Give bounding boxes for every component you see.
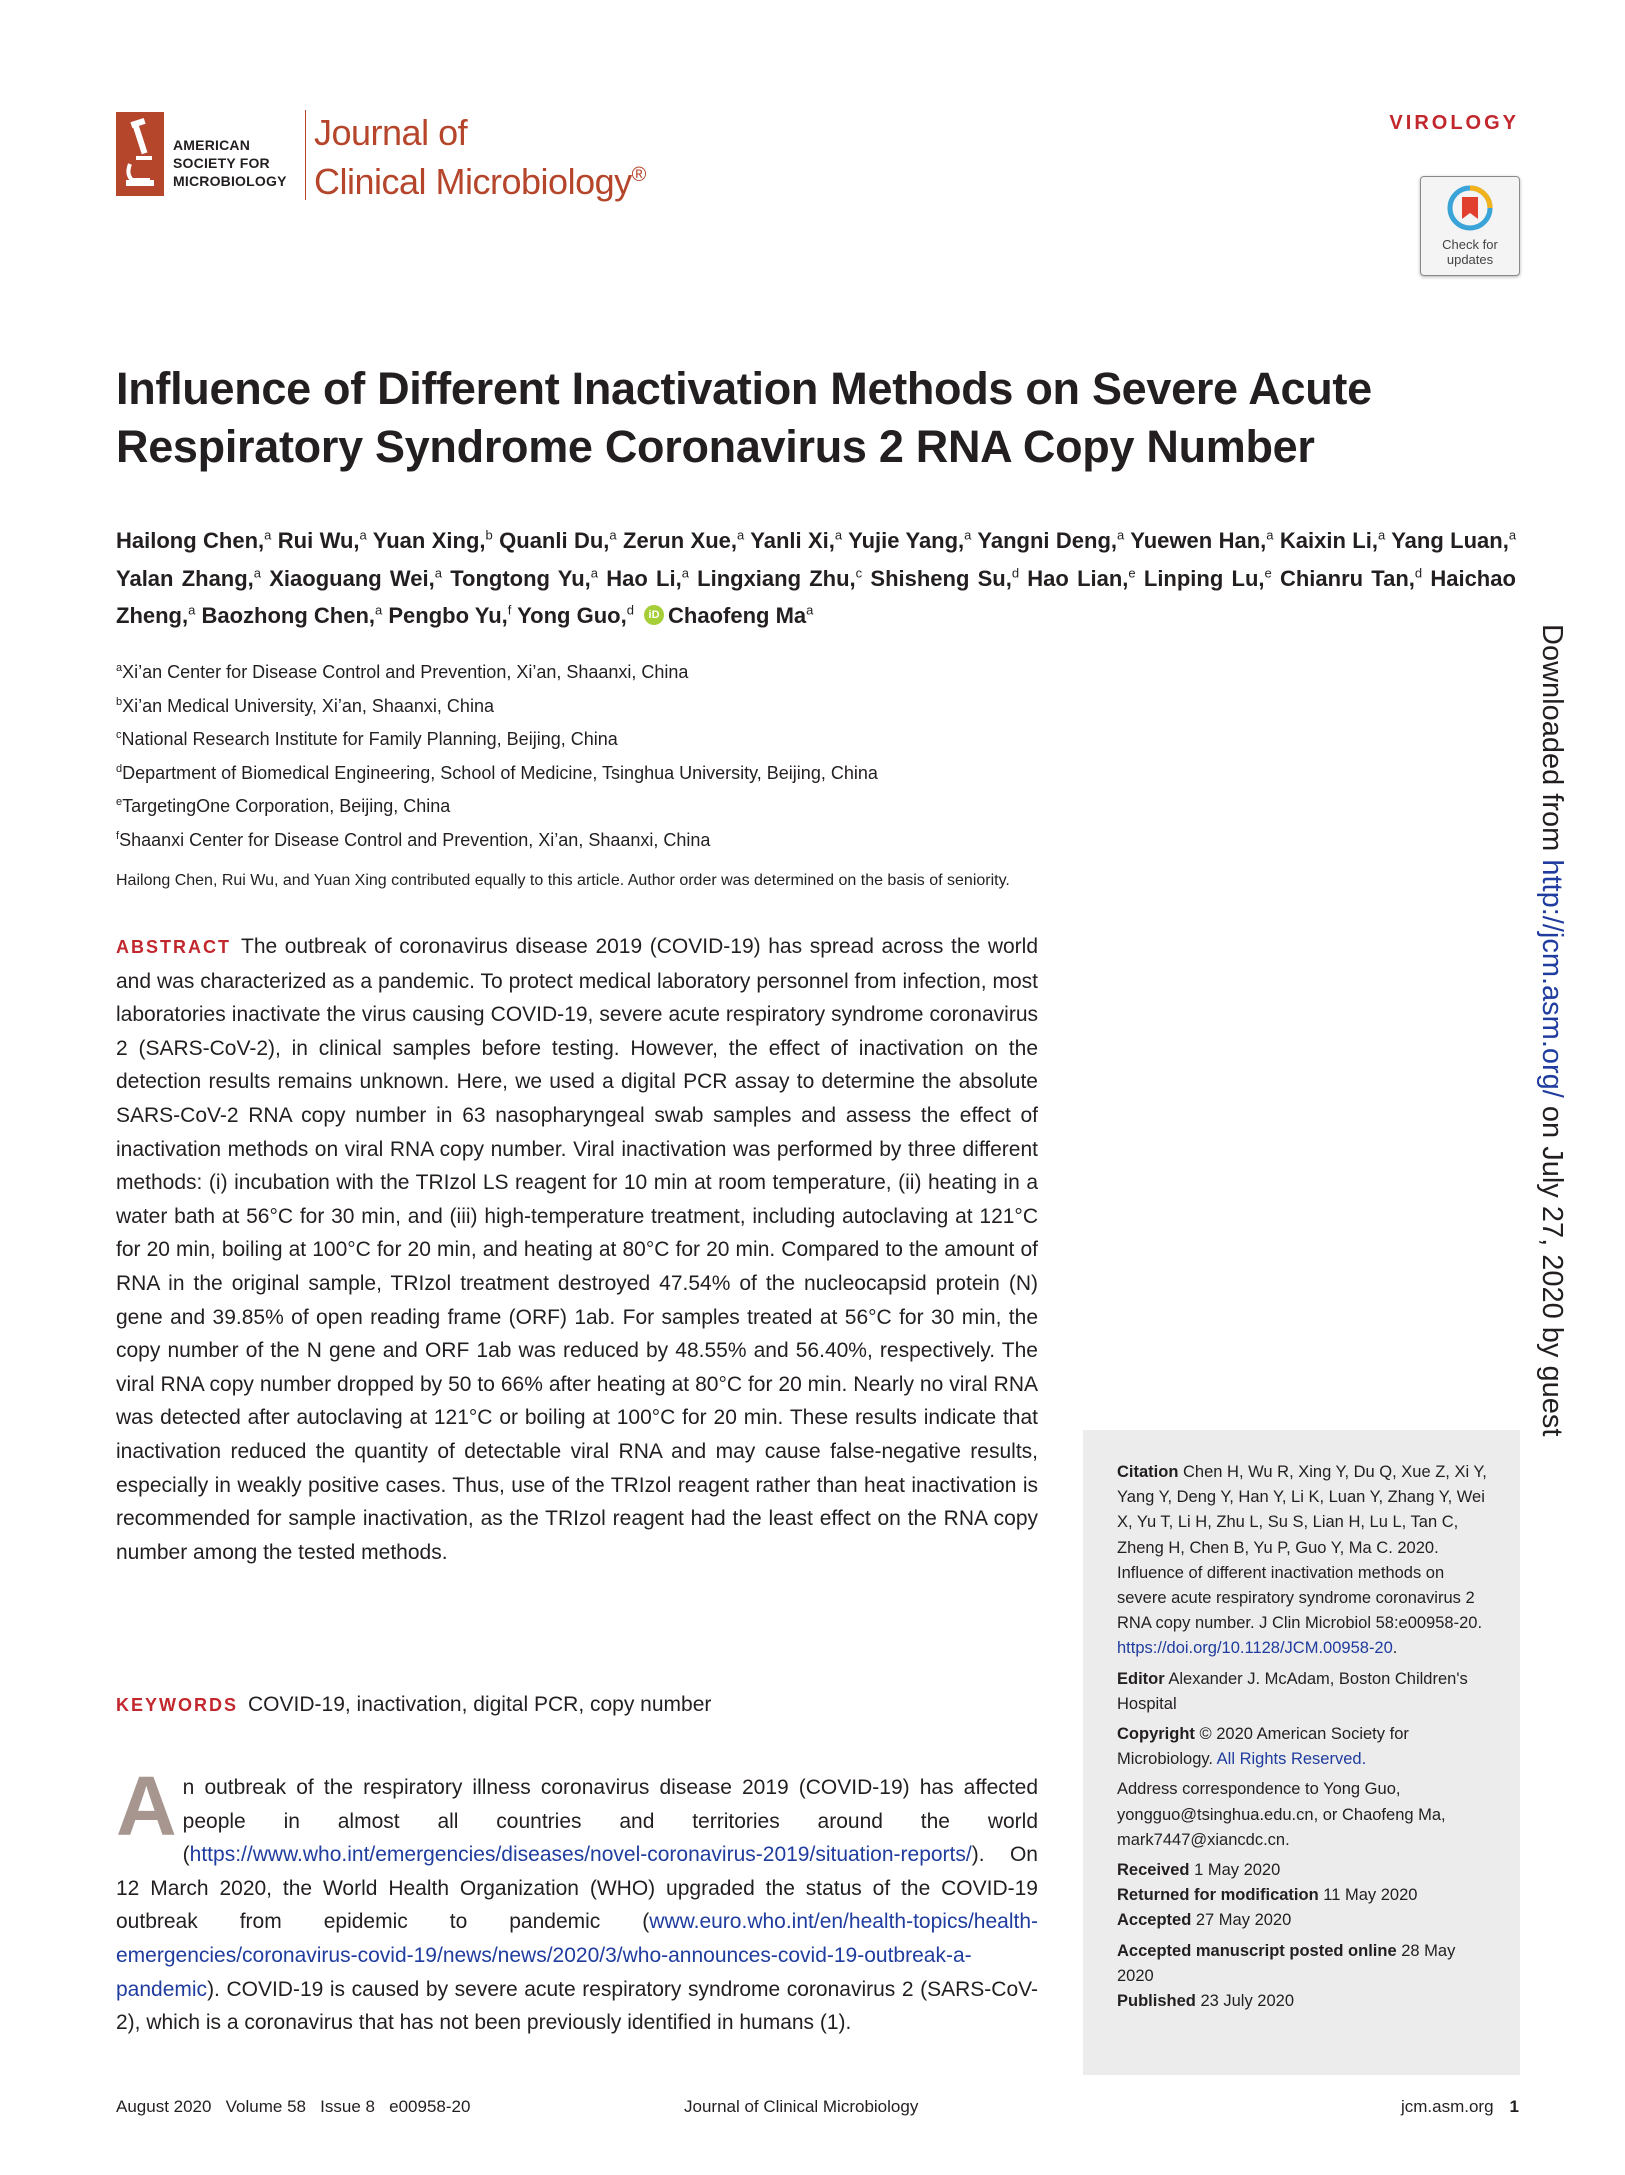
- citation-end: .: [1392, 1639, 1398, 1658]
- intro-text: ). On 12 March 2020, the World Health Organization (WHO) upgraded the status of the COVID-19 outbreak from epidemic to pandemic (: [116, 1843, 1038, 1934]
- keywords-text: COVID-19, inactivation, digital PCR, copy number: [248, 1693, 712, 1716]
- author-affiliation-mark: a: [1117, 528, 1125, 543]
- author: [1130, 528, 1273, 553]
- editor-text: Alexander J. McAdam, Boston Children's Hospital: [1117, 1669, 1468, 1713]
- author: [116, 528, 271, 553]
- received-line: [1117, 1858, 1495, 1883]
- author-name: Yujie Yang,: [848, 528, 965, 554]
- author-affiliation-mark: b: [485, 528, 493, 543]
- keywords-label: KEYWORDS: [116, 1695, 239, 1715]
- author-name: Yang Luan,: [1391, 528, 1509, 554]
- download-suffix: on July 27, 2020 by guest: [1536, 1097, 1568, 1437]
- author-affiliation-mark: a: [806, 602, 814, 618]
- published-line: [1117, 1989, 1495, 2014]
- author: [450, 566, 598, 591]
- author-affiliation-mark: a: [359, 528, 367, 543]
- author-name: Kaixin Li,: [1279, 528, 1378, 554]
- author-name: Yuan Xing,: [372, 528, 486, 554]
- affiliation-key: d: [116, 762, 123, 775]
- author-affiliation-mark: a: [590, 565, 599, 581]
- author: [278, 528, 367, 553]
- author-name: Yanli Xi,: [750, 528, 835, 554]
- author: [848, 528, 971, 553]
- abstract: [116, 930, 1038, 1569]
- asm-logo: [116, 112, 164, 196]
- author-affiliation-mark: a: [834, 528, 843, 543]
- author: [1280, 528, 1385, 553]
- abstract-text: The outbreak of coronavirus disease 2019 (COVID-19) has spread across the world and was characterized as a pandemic. To protect medical laboratory personnel from infection, most laboratories inactivate the virus causing COVID-19, severe acute respiratory syndrome coronavirus 2 (SARS-CoV-2), in clinical samples before testing. However, the effect of inactivation on the detection results remains unknown. Here, we used a digital PCR assay to determine the absolute SARS-CoV-2 RNA copy number in 63 nasopharyngeal swab samples and assess the effect of inactivation methods on viral RNA copy number. Viral inactivation was performed by three different methods: (i) incubation with the TRIzol LS reagent for 10 min at room temperature, (ii) heating in a water bath at 56°C for 30 min, and (iii) high-temperature treatment, including autoclaving at 121°C for 20 min, boiling at 100°C for 20 min, and heating at 80°C for 20 min. Compared to the amount of RNA in the original sample, TRIzol treatment destroyed 47.54% of the nucleocapsid protein (N) gene and 39.85% of open reading frame (ORF) 1ab. For samples treated at 56°C for 30 min, the copy number of the N gene and ORF 1ab was reduced by 48.55% and 56.40%, respectively. The viral RNA copy number dropped by 50 to 66% after heating at 80°C for 20 min. Nearly no viral RNA was detected after autoclaving at 121°C or boiling at 100°C for 20 min. These results indicate that inactivation reduced the quantity of detectable viral RNA and may cause false-negative results, especially in weakly positive cases. Thus, use of the TRIzol reagent rather than heat inactivation is recommended for sample inactivation, as the TRIzol reagent had the least effect on the RNA copy number among the tested methods.: [116, 935, 1038, 1564]
- posted-date: 28 May 2020: [1117, 1941, 1456, 1985]
- author-affiliation-mark: d: [1011, 565, 1020, 581]
- author: [640, 603, 813, 628]
- author-affiliation-mark: a: [681, 565, 689, 581]
- affiliation: [116, 652, 1116, 686]
- accepted-line: [1117, 1908, 1495, 1933]
- author-name: Zerun Xue,: [623, 528, 738, 554]
- author: [499, 528, 617, 553]
- section-label: VIROLOGY: [1389, 112, 1519, 134]
- author-name: Haichao Zheng,: [116, 565, 1516, 628]
- rights-link[interactable]: All Rights Reserved.: [1216, 1750, 1367, 1769]
- published-date: 23 July 2020: [1200, 1992, 1295, 2011]
- author: [606, 566, 689, 591]
- copyright-text: © 2020 American Society for Microbiology.: [1117, 1725, 1409, 1769]
- author-affiliation-mark: a: [1508, 528, 1517, 543]
- footer-journal: Journal of Clinical Microbiology: [684, 2097, 919, 2116]
- author-list: [116, 520, 1516, 632]
- abstract-label: ABSTRACT: [116, 937, 231, 957]
- accepted-label: Accepted: [1117, 1911, 1192, 1930]
- article-title: [116, 360, 1516, 476]
- author-affiliation-mark: a: [188, 602, 196, 618]
- author-affiliation-mark: a: [264, 528, 272, 543]
- article-info-sidebar: [1083, 1430, 1520, 2075]
- author: [1027, 566, 1135, 591]
- society-line: SOCIETY FOR: [173, 155, 270, 171]
- affiliation-key: a: [116, 662, 123, 674]
- author-name: Shisheng Su,: [870, 565, 1012, 591]
- author-name: Hao Li,: [606, 565, 682, 591]
- editor-block: [1117, 1667, 1495, 1717]
- author-name: Linping Lu,: [1143, 565, 1265, 591]
- journal-name-line1: Journal of: [314, 112, 468, 153]
- author: [269, 566, 442, 591]
- author-affiliation-mark: d: [626, 602, 634, 618]
- returned-line: [1117, 1883, 1495, 1908]
- author-affiliation-mark: a: [434, 565, 442, 581]
- affiliation-text: Xi’an Medical University, Xi’an, Shaanxi, China: [122, 695, 494, 716]
- journal-name-line2: Clinical Microbiology: [314, 161, 632, 202]
- intro-text: ). COVID-19 is caused by severe acute respiratory syndrome coronavirus 2 (SARS-CoV-2), which is a coronavirus that has not been previously identified in humans (1).: [116, 1977, 1038, 2035]
- author: [517, 603, 634, 628]
- affiliation-text: Department of Biomedical Engineering, School of Medicine, Tsinghua University, Beijing, China: [122, 762, 878, 783]
- footer-site: jcm.asm.org: [1400, 2097, 1494, 2116]
- who-pandemic-announcement-link[interactable]: www.euro.who.int/en/health-topics/health-emergencies/coronavirus-covid-19/news/news/2020/3/who-announces-covid-19-outbreak-a-pandemic: [116, 1910, 1038, 2001]
- logo-divider: [305, 110, 306, 200]
- intro-paragraph: [116, 1759, 1038, 2040]
- posted-label: Accepted manuscript posted online: [1117, 1941, 1397, 1960]
- orcid-icon[interactable]: iD: [644, 605, 664, 625]
- author-affiliation-mark: e: [1128, 565, 1136, 581]
- author-name: Quanli Du,: [499, 528, 610, 554]
- author: [1144, 566, 1272, 591]
- author-affiliation-mark: e: [1264, 565, 1272, 581]
- author-affiliation-mark: a: [1266, 528, 1274, 543]
- footer-issue: August 2020 Volume 58 Issue 8 e00958-20: [116, 2097, 471, 2116]
- citation-text: Chen H, Wu R, Xing Y, Du Q, Xue Z, Xi Y, Yang Y, Deng Y, Han Y, Li K, Luan Y, Zhang Y, Wei X, Yu T, Li H, Zhu L, Su S, Lian H, Lu L, Tan C, Zheng H, Chen B, Yu P, Guo Y, Ma C. 2020. Influence of different inactivation methods on severe acute respiratory syndrome coronavirus 2 RNA copy number. J Clin Microbiol 58:e00958-20.: [1117, 1463, 1487, 1633]
- affiliation-key: b: [116, 695, 123, 708]
- check-updates-label: [1421, 237, 1519, 267]
- microscope-icon: [116, 112, 164, 196]
- author: [116, 566, 261, 591]
- check-updates-line: updates: [1446, 252, 1494, 267]
- doi-link[interactable]: https://doi.org/10.1128/JCM.00958-20: [1117, 1639, 1393, 1658]
- returned-label: Returned for modification: [1117, 1886, 1319, 1905]
- received-label: Received: [1117, 1861, 1190, 1880]
- author-name: Baozhong Chen,: [201, 602, 376, 628]
- footer-right: [1401, 2097, 1519, 2117]
- society-name: [173, 136, 313, 190]
- affiliation-key: e: [116, 796, 123, 808]
- affiliation-text: TargetingOne Corporation, Beijing, China: [122, 796, 451, 816]
- accepted-date: 27 May 2020: [1195, 1911, 1292, 1930]
- author-affiliation-mark: a: [375, 602, 383, 618]
- author-name: Chianru Tan,: [1279, 565, 1415, 591]
- journal-name: [314, 112, 694, 203]
- check-updates-line: Check for: [1442, 237, 1498, 252]
- affiliation-key: f: [116, 829, 120, 842]
- download-prefix: Downloaded from: [1536, 624, 1568, 860]
- author: [697, 566, 862, 591]
- author: [623, 528, 744, 553]
- drop-cap: A: [116, 1759, 177, 1853]
- posted-line: [1117, 1939, 1495, 1989]
- author-name: Rui Wu,: [277, 528, 360, 554]
- who-situation-reports-link[interactable]: https://www.who.int/emergencies/diseases/novel-coronavirus-2019/situation-reports/: [189, 1843, 972, 1867]
- author-name: Yalan Zhang,: [116, 565, 254, 591]
- author-affiliation-mark: c: [855, 565, 863, 581]
- author-name: Yuewen Han,: [1130, 528, 1267, 554]
- intro-text: n outbreak of the respiratory illness coronavirus disease 2019 (COVID-19) has affected people in almost all countries and territories around the world (: [182, 1776, 1038, 1867]
- affiliation-key: c: [116, 729, 122, 741]
- author-name: Xiaoguang Wei,: [269, 565, 435, 591]
- bookmark-update-icon: [1447, 185, 1493, 235]
- author: [388, 603, 511, 628]
- author-affiliation-mark: a: [609, 528, 617, 543]
- published-label: Published: [1117, 1992, 1196, 2011]
- affiliations: [116, 652, 1116, 853]
- society-line: AMERICAN: [173, 137, 251, 153]
- author-name: Tongtong Yu,: [450, 565, 591, 591]
- author: [201, 603, 382, 628]
- author-name: Hao Lian,: [1027, 565, 1129, 591]
- author: [373, 528, 493, 553]
- editor-label: Editor: [1117, 1669, 1165, 1688]
- title-line: Respiratory Syndrome Coronavirus 2 RNA Copy Number: [116, 421, 1315, 472]
- jcm-site-link[interactable]: http://jcm.asm.org/: [1536, 859, 1568, 1098]
- received-date: 1 May 2020: [1194, 1861, 1281, 1880]
- author: [1280, 566, 1422, 591]
- author-name: Pengbo Yu,: [388, 602, 508, 628]
- author: [1391, 528, 1516, 553]
- affiliation-text: National Research Institute for Family Planning, Beijing, China: [121, 729, 618, 749]
- title-line: Influence of Different Inactivation Methods on Severe Acute: [116, 363, 1372, 414]
- affiliation: [116, 786, 1116, 820]
- author-affiliation-mark: f: [507, 602, 512, 618]
- author-affiliation-mark: a: [964, 528, 972, 543]
- author-affiliation-mark: a: [1377, 528, 1386, 543]
- affiliation: [116, 686, 1116, 720]
- author: [750, 528, 842, 553]
- registered-mark: ®: [631, 164, 646, 186]
- author-name: Yong Guo,: [517, 602, 627, 628]
- author: [977, 528, 1124, 553]
- citation-label: Citation: [1117, 1463, 1179, 1481]
- author-name: Hailong Chen,: [116, 528, 265, 554]
- keywords: [116, 1688, 1038, 1722]
- author-affiliation-mark: a: [737, 528, 745, 543]
- returned-date: 11 May 2020: [1323, 1886, 1418, 1905]
- copyright-block: [1117, 1722, 1495, 1772]
- page-number: 1: [1509, 2097, 1519, 2116]
- citation-block: [1117, 1460, 1495, 1662]
- affiliation: [116, 719, 1116, 753]
- affiliation-text: Shaanxi Center for Disease Control and Prevention, Xi’an, Shaanxi, China: [119, 829, 711, 850]
- copyright-label: Copyright: [1117, 1725, 1195, 1744]
- correspondence: Address correspondence to Yong Guo, yongguo@tsinghua.edu.cn, or Chaofeng Ma, mark7447@xiancdc.cn.: [1117, 1780, 1446, 1849]
- download-note: [1535, 624, 1568, 1436]
- affiliation: [116, 753, 1116, 787]
- author-name: Chaofeng Ma: [668, 602, 807, 628]
- society-line: MICROBIOLOGY: [173, 173, 287, 189]
- affiliation: [116, 820, 1116, 854]
- equal-contribution-note: Hailong Chen, Rui Wu, and Yuan Xing contributed equally to this article. Author order was determined on the basis of seniority.: [116, 872, 1010, 889]
- author-name: Yangni Deng,: [977, 528, 1118, 554]
- author-affiliation-mark: d: [1414, 565, 1423, 581]
- author-affiliation-mark: a: [253, 565, 262, 581]
- author-name: Lingxiang Zhu,: [697, 565, 856, 591]
- affiliation-text: Xi’an Center for Disease Control and Prevention, Xi’an, Shaanxi, China: [122, 662, 689, 682]
- check-for-updates-button[interactable]: [1420, 176, 1520, 276]
- author: [870, 566, 1019, 591]
